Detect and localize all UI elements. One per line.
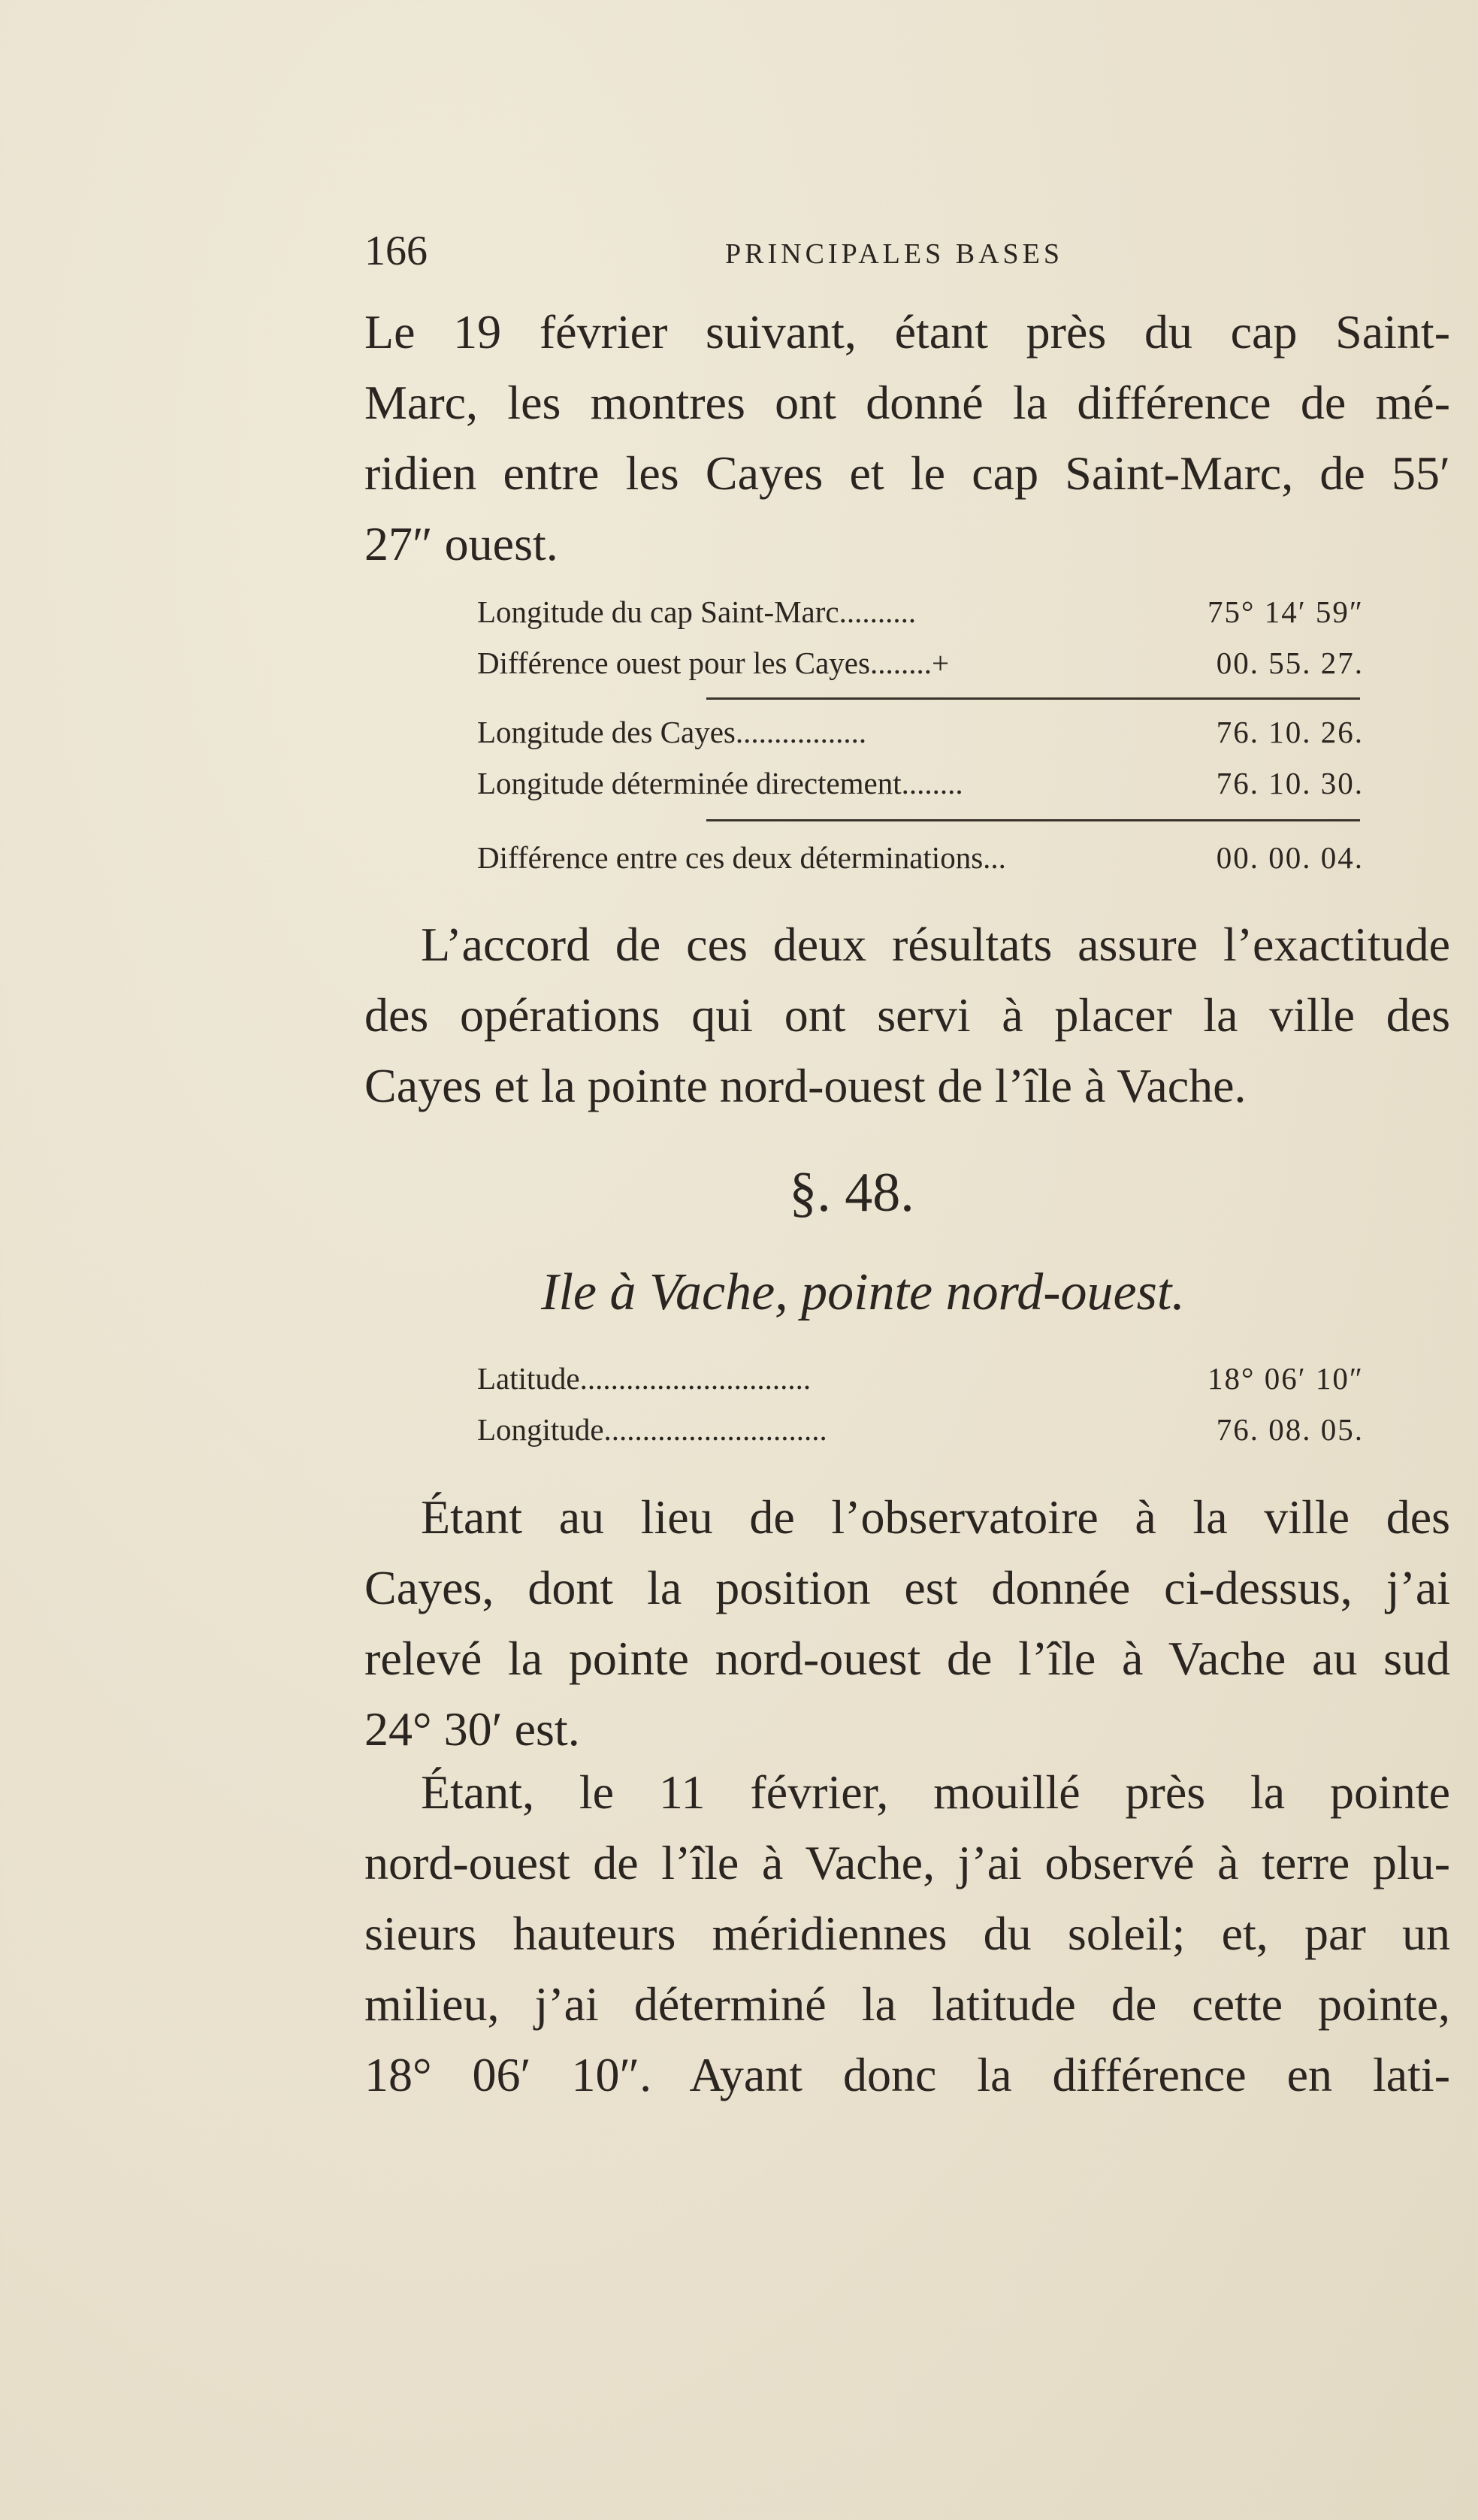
text-line: sieurs hauteurs méridiennes du soleil; et, par un xyxy=(364,1907,1450,1960)
text-line: L’accord de ces deux résultats assure l’exactitude xyxy=(421,918,1450,971)
paragraph-observatoire xyxy=(364,1482,1450,1765)
text-line: relevé la pointe nord-ouest de l’île à Vache au sud xyxy=(364,1632,1450,1685)
row-label: Différence ouest pour les Cayes........+ xyxy=(477,646,950,680)
row-label: Longitude déterminée directement........ xyxy=(477,766,963,800)
text-line: 27″ ouest. xyxy=(364,517,558,570)
difference-rule xyxy=(706,819,1360,821)
row-value: 00. 55. 27. xyxy=(1216,646,1364,680)
row-label: Latitude.............................. xyxy=(477,1361,812,1396)
row-label: Longitude du cap Saint-Marc.......... xyxy=(477,594,917,629)
table-row xyxy=(477,645,1364,688)
row-value: 76. 10. 26. xyxy=(1216,715,1364,749)
row-label: Différence entre ces deux déterminations... xyxy=(477,840,1006,875)
table-row xyxy=(477,1411,1364,1455)
text-line: Marc, les montres ont donné la différence de mé- xyxy=(364,376,1450,429)
text-line: Cayes et la pointe nord-ouest de l’île à Vache. xyxy=(364,1059,1247,1112)
row-value: 76. 08. 05. xyxy=(1216,1412,1364,1447)
row-value: 75° 14′ 59″ xyxy=(1207,594,1364,629)
page-number: 166 xyxy=(364,228,428,274)
text-line: Étant, le 11 février, mouillé près la pointe xyxy=(421,1765,1450,1819)
text-line: des opérations qui ont servi à placer la ville des xyxy=(364,988,1450,1042)
table-row xyxy=(477,1360,1364,1404)
paragraph-accord xyxy=(364,909,1450,1121)
row-label: Longitude des Cayes................. xyxy=(477,715,867,749)
page-header xyxy=(364,227,1131,287)
section-title: Ile à Vache, pointe nord-ouest. xyxy=(541,1263,1185,1321)
paragraph-feb-11 xyxy=(364,1757,1450,2110)
table-row xyxy=(477,765,1364,809)
text-line: Cayes, dont la position est donnée ci-dessus, j’ai xyxy=(364,1561,1450,1614)
table-row xyxy=(477,714,1364,758)
row-value: 76. 10. 30. xyxy=(1216,766,1364,800)
sum-rule xyxy=(706,697,1360,700)
paragraph-feb-19 xyxy=(364,297,1450,579)
text-line: Le 19 février suivant, étant près du cap Saint- xyxy=(364,305,1450,358)
section-number: §. 48. xyxy=(789,1162,914,1224)
row-value: 00. 00. 04. xyxy=(1216,840,1364,875)
text-line: milieu, j’ai déterminé la latitude de cette pointe, xyxy=(364,1977,1450,2031)
running-head: PRINCIPALES BASES xyxy=(725,238,1063,270)
text-line: nord-ouest de l’île à Vache, j’ai observé à terre plu- xyxy=(364,1836,1450,1889)
row-value: 18° 06′ 10″ xyxy=(1207,1361,1364,1396)
table-row xyxy=(477,594,1364,637)
text-line: ridien entre les Cayes et le cap Saint-Marc, de 55′ xyxy=(364,446,1450,500)
text-line: 18° 06′ 10″. Ayant donc la différence en lati- xyxy=(364,2048,1450,2101)
text-line: Étant au lieu de l’observatoire à la ville des xyxy=(421,1490,1450,1544)
text-line: 24° 30′ est. xyxy=(364,1702,580,1756)
row-label: Longitude............................. xyxy=(477,1412,827,1447)
table-row xyxy=(477,839,1364,883)
